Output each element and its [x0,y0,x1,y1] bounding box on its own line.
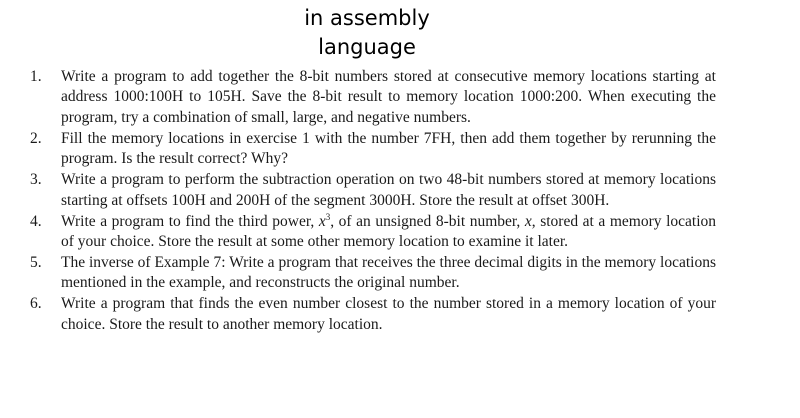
exercise-item [30,67,716,128]
exercise-number: 5. [30,254,42,272]
exercise-item [30,129,716,170]
exercise-number: 6. [30,295,42,313]
exercise-item [30,253,716,294]
page-header [0,4,734,62]
exercise-text-part: , of an unsigned 8-bit number, [330,212,525,230]
exercise-text: Write a program to add together the 8-bit numbers stored at consecutive memory locations starting at address 1000:100H to 105H. Save the 8-bit result to memory location 1000:200. When executing the program, try a combination of small, large, and negative numbers. [61,68,716,126]
exercise-text [61,212,716,253]
exercise-item [30,212,716,253]
exercise-text: The inverse of Example 7: Write a program that receives the three decimal digits in the memory locations mentioned in the example, and reconstructs the original number. [61,254,716,292]
variable-x: x [318,212,326,230]
exercise-number: 2. [30,129,42,147]
exercise-text: Write a program that finds the even number closest to the number stored in a memory location of your choice. Store the result to another memory location. [61,295,716,333]
exercise-text: Write a program to perform the subtraction operation on two 48-bit numbers stored at memory locations starting at offsets 100H and 200H of the segment 3000H. Store the result at offset 300H. [61,171,716,209]
exercise-text-part: Write a program to find the third power, [61,212,319,230]
exercise-number: 4. [30,212,42,230]
header-line-2: language [318,35,416,59]
exponent: 3 [325,211,331,222]
exercise-text: Fill the memory locations in exercise 1 with the number 7FH, then add them together by rerunning the program. Is the result correct? Why? [61,129,716,168]
exercise-item [30,294,716,335]
exercise-list [30,67,716,336]
exercise-text-part: , stored at a memory location of your choice. Store the result at some other memory location to examine it later. [61,212,717,251]
exercise-number: 1. [30,68,42,85]
exercise-item [30,170,716,211]
header-line-1: in assembly [304,6,430,30]
variable-x: x [524,212,532,230]
exercise-number: 3. [30,171,42,189]
